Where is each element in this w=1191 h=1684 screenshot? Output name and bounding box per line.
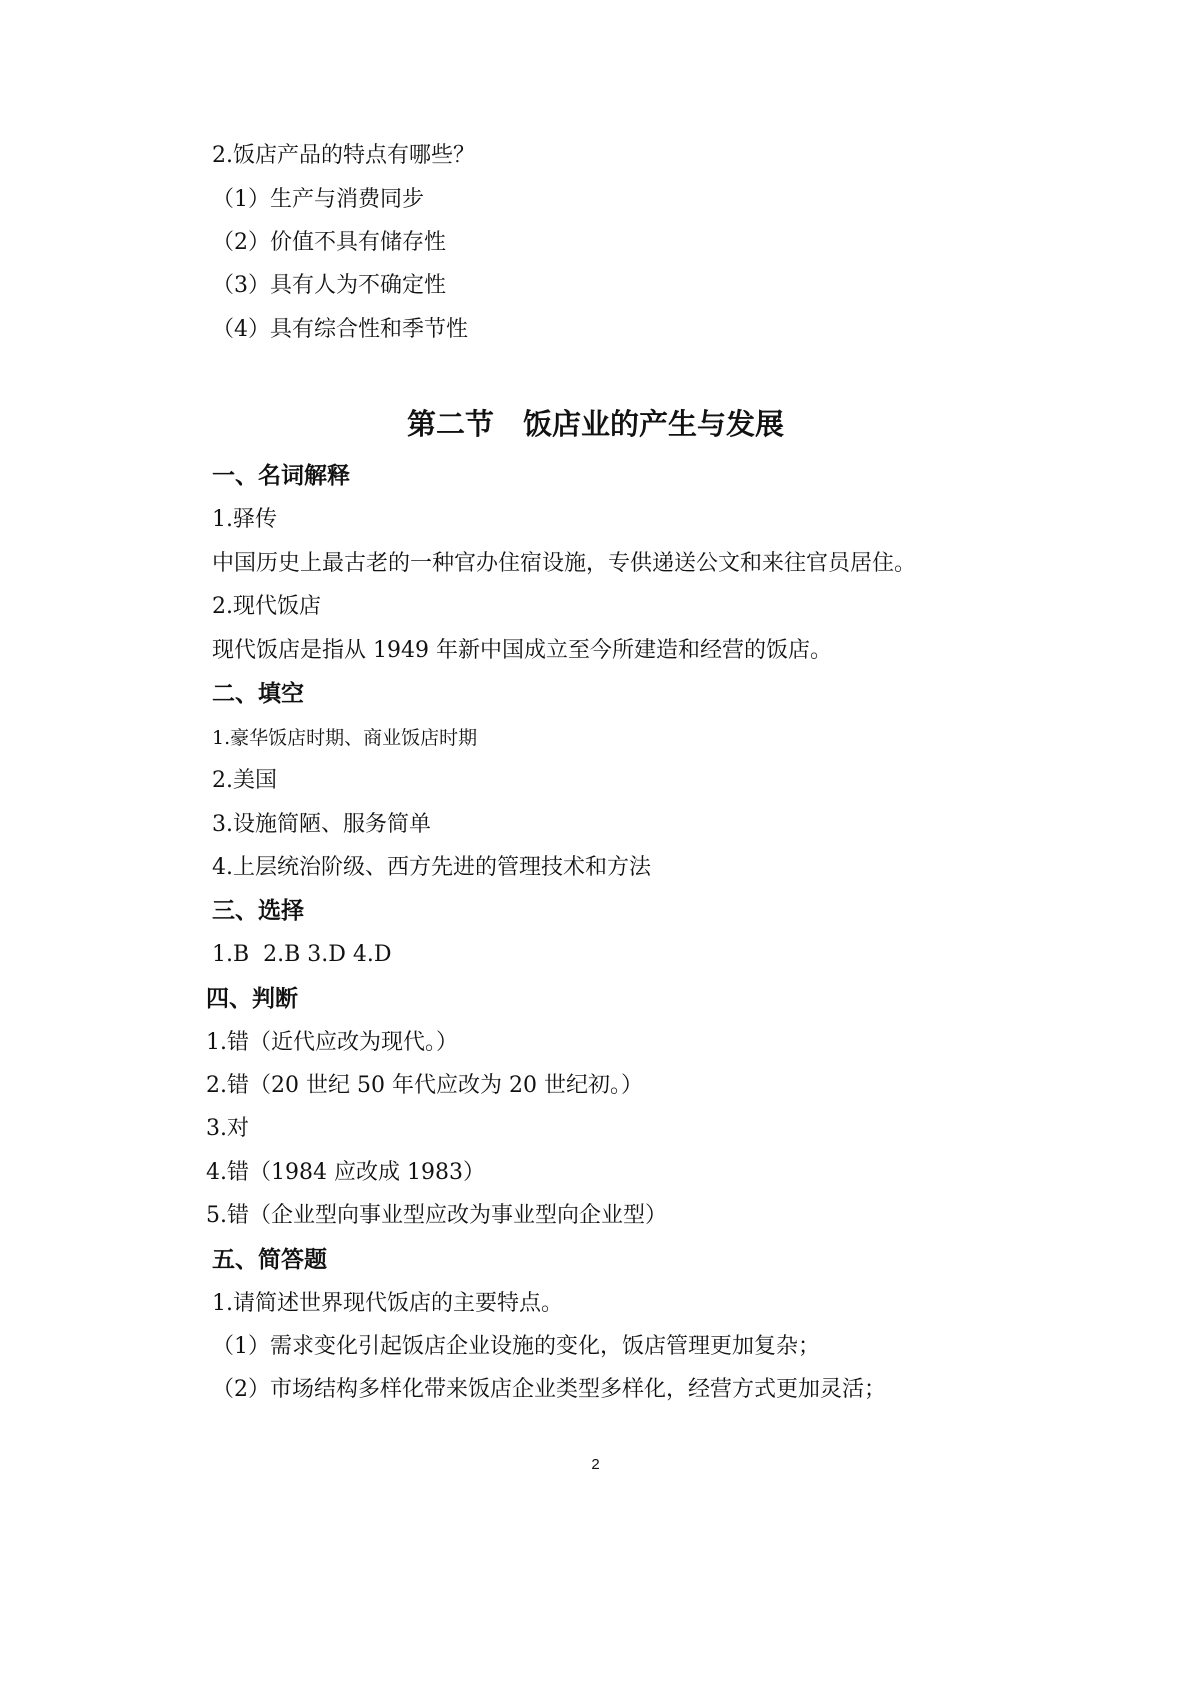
heading-judgement: 四、判断: [206, 986, 298, 1012]
judgement-item-5: 5.错（企业型向事业型应改为事业型向企业型）: [206, 1203, 667, 1228]
short-answer-question: 1.请简述世界现代饭店的主要特点。: [212, 1291, 563, 1316]
short-answer-item-2: （2）市场结构多样化带来饭店企业类型多样化，经营方式更加灵活；: [212, 1377, 886, 1402]
judgement-item-3: 3.对: [206, 1116, 249, 1141]
section-title: 第二节 饭店业的产生与发展: [406, 407, 784, 441]
fill-item-1: 1.豪华饭店时期、商业饭店时期: [212, 727, 478, 749]
term-2: 2.现代饭店: [212, 594, 321, 619]
answer-item-3: （3）具有人为不确定性: [212, 273, 446, 298]
answer-item-2: （2）价值不具有储存性: [212, 230, 446, 255]
choice-answers: 1.B 2.B 3.D 4.D: [212, 942, 392, 967]
heading-terms: 一、名词解释: [212, 463, 350, 489]
fill-item-4: 4.上层统治阶级、西方先进的管理技术和方法: [212, 855, 651, 880]
heading-short-answer: 五、简答题: [212, 1247, 327, 1273]
judgement-item-1: 1.错（近代应改为现代。）: [206, 1030, 458, 1055]
judgement-item-4: 4.错（1984 应改成 1983）: [206, 1160, 485, 1185]
short-answer-item-1: （1）需求变化引起饭店企业设施的变化，饭店管理更加复杂；: [212, 1334, 820, 1359]
question-product-features: 2.饭店产品的特点有哪些？: [212, 143, 475, 168]
answer-item-4: （4）具有综合性和季节性: [212, 317, 468, 342]
page-number: 2: [591, 1456, 600, 1473]
fill-item-2: 2.美国: [212, 768, 277, 793]
fill-item-3: 3.设施简陋、服务简单: [212, 812, 431, 837]
heading-choice: 三、选择: [212, 898, 304, 924]
answer-item-1: （1）生产与消费同步: [212, 187, 424, 212]
judgement-item-2: 2.错（20 世纪 50 年代应改为 20 世纪初。）: [206, 1073, 643, 1098]
definition-1: 中国历史上最古老的一种官办住宿设施，专供递送公文和来往官员居住。: [212, 551, 917, 576]
heading-fill-blank: 二、填空: [212, 681, 304, 707]
term-1: 1.驿传: [212, 507, 277, 532]
definition-2: 现代饭店是指从 1949 年新中国成立至今所建造和经营的饭店。: [212, 638, 832, 663]
